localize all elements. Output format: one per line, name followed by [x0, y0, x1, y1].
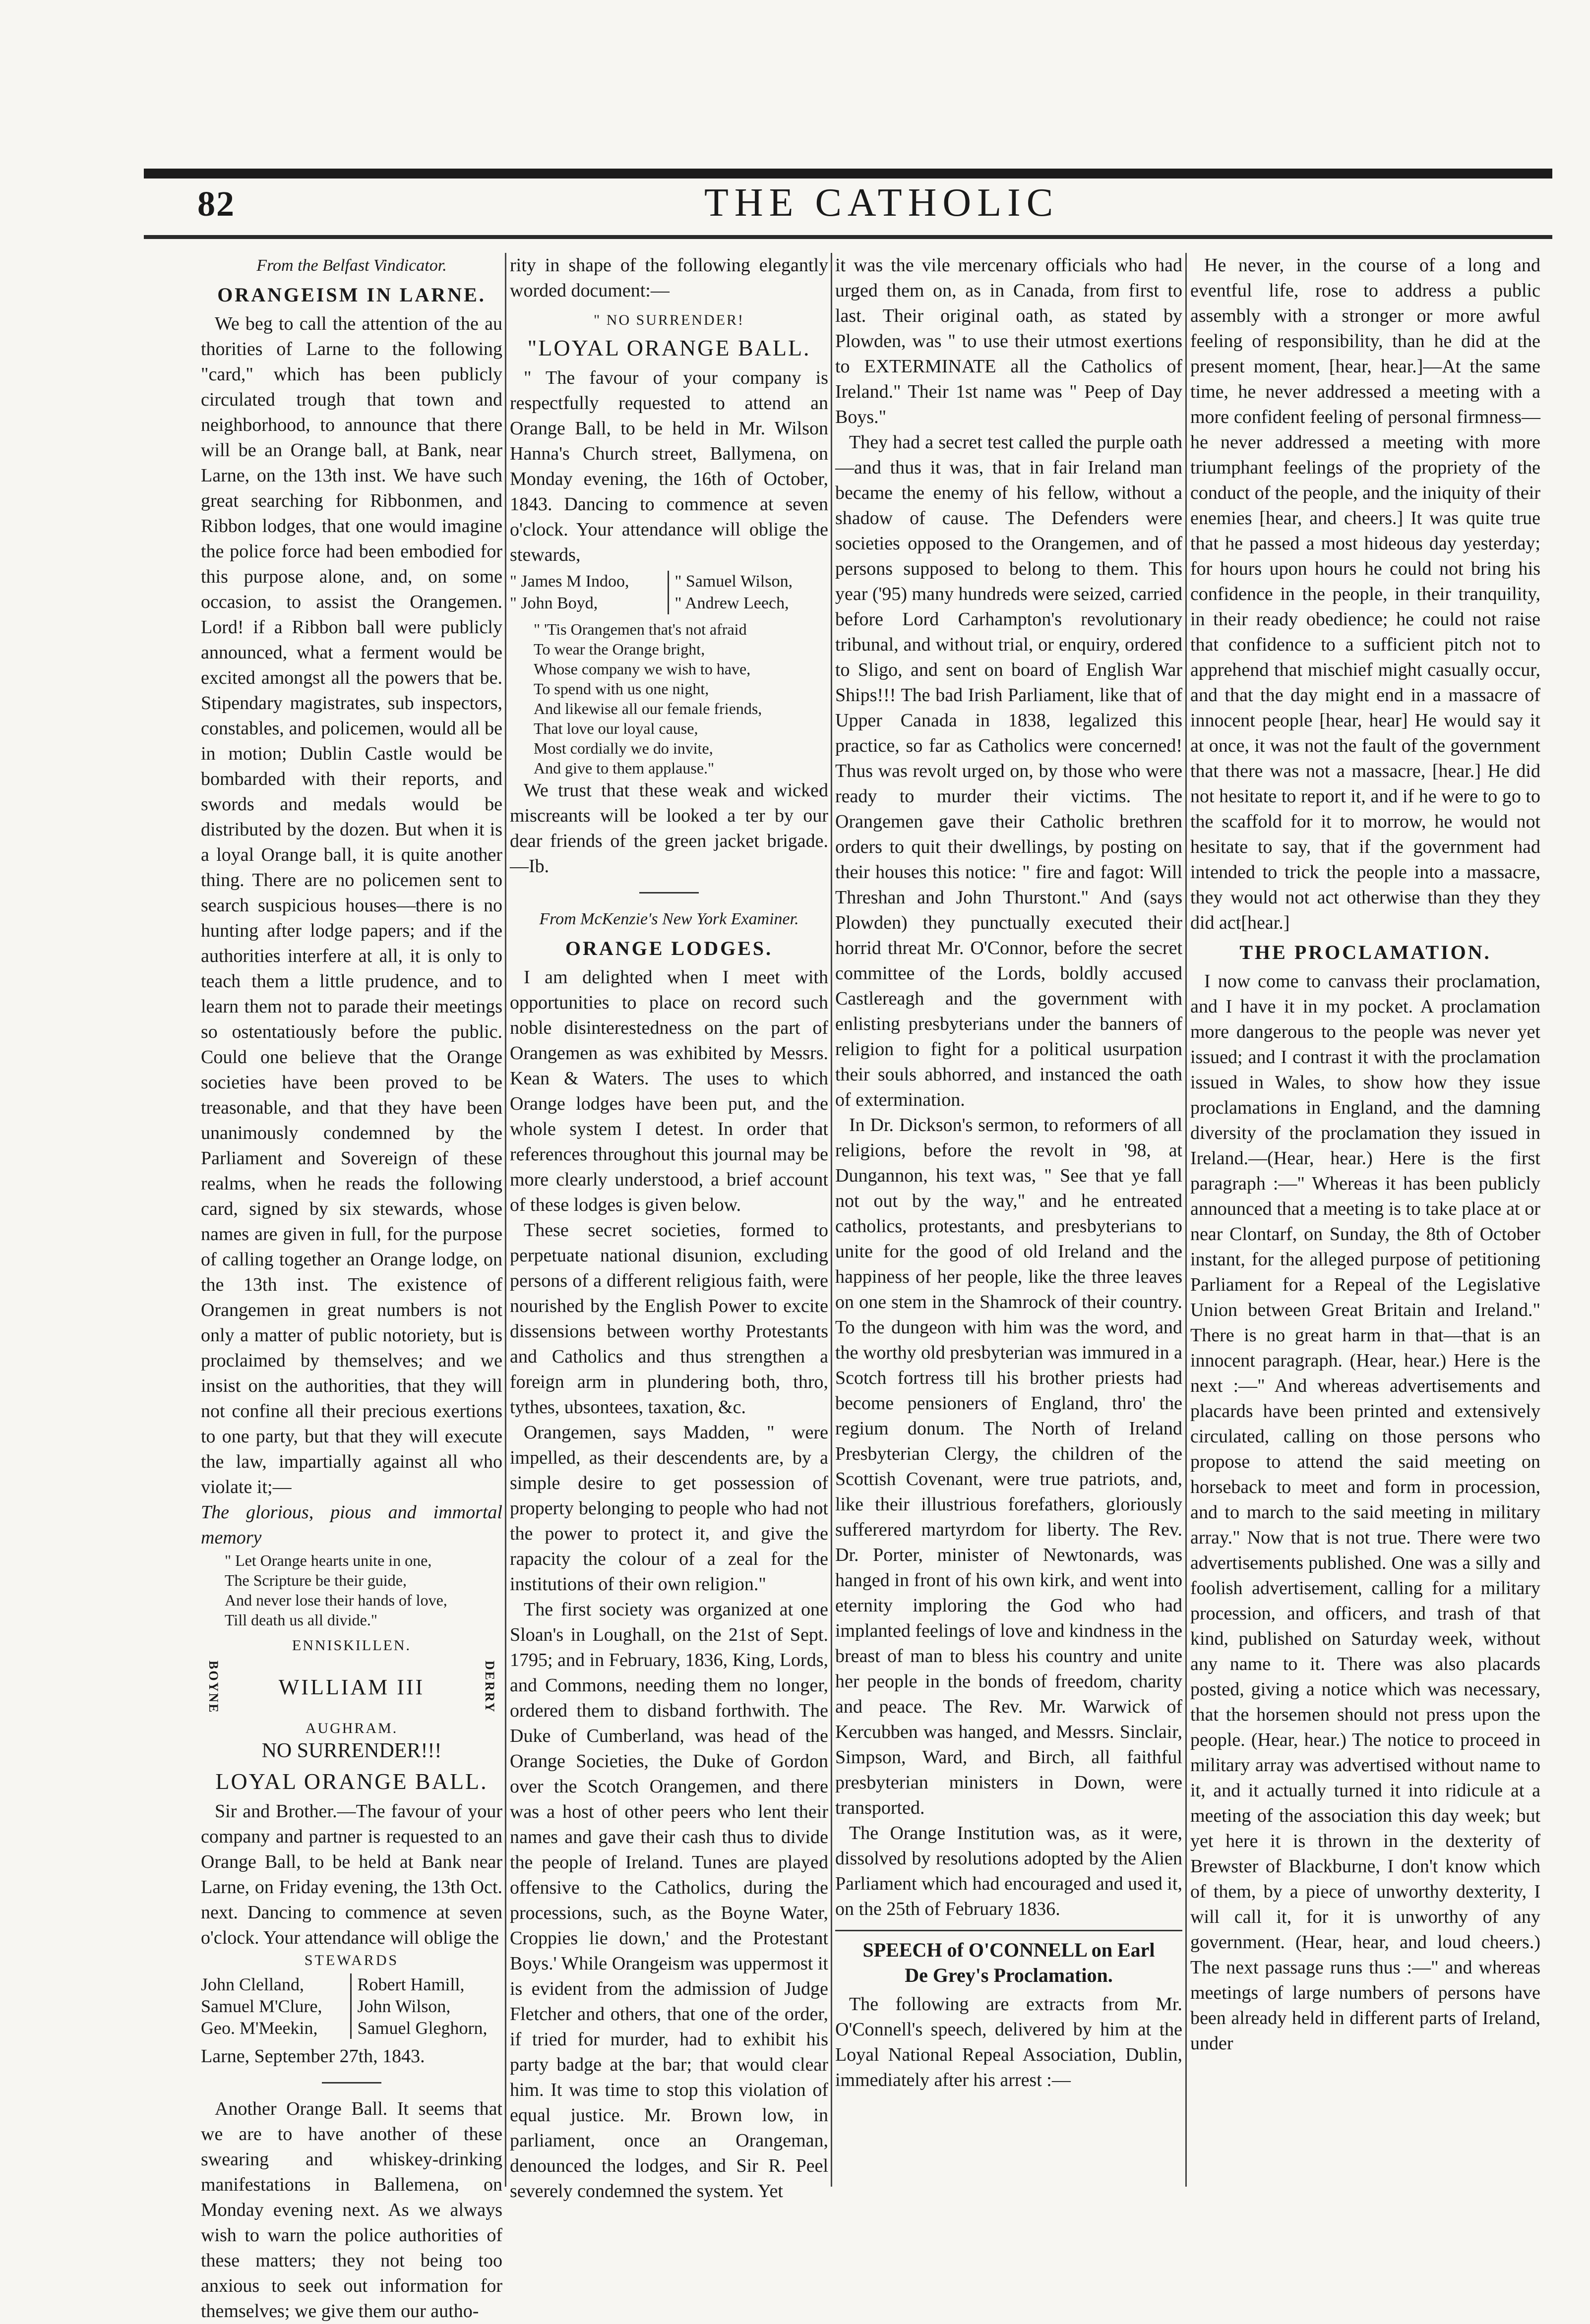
invitation-paragraph: Sir and Brother.—The favour of your company and partner is requested to an Orange Ball, to be held at Bank near Larne, on Friday evening, the 13th Oct. next. Dancing to commence at seven o'clock. Your attendance will oblige the	[201, 1801, 502, 1949]
article-paragraph: Orangemen, says Madden, " were impelled, as their descendents are, by a simple desire to get possession of property belonging to people who had not the power to protect it, and give the rapacity the colour of a zeal for the institutions of their own religion."	[510, 1422, 828, 1595]
masthead-rule-bottom	[144, 235, 1552, 239]
separator	[322, 2082, 381, 2084]
invitation-paragraph: " The favour of your company is respectfully requested to attend an Orange Ball, to be held in Mr. Wilson Hanna's Church street, Ballymena, on Monday evening, the 16th of October, 1843. Dancing to commence at seven o'clock. Your attendance will oblige the stewards,	[510, 367, 828, 565]
william-label: WILLIAM III	[278, 1675, 425, 1700]
enniskillen-label: ENNISKILLEN.	[292, 1637, 412, 1654]
verse-line: Most cordially we do invite,	[534, 739, 713, 757]
article-source: From McKenzie's New York Examiner.	[539, 910, 799, 928]
aughrim-label: AUGHRAM.	[305, 1720, 398, 1737]
steward-name: " Samuel Wilson,	[674, 572, 793, 591]
masthead-rule-top	[144, 169, 1552, 179]
steward-name: " James M Indoo,	[510, 572, 629, 591]
masthead-title: THE CATHOLIC	[704, 181, 1059, 225]
article-paragraph: rity in shape of the following elegantly worded document:—	[510, 255, 828, 301]
article-paragraph: Another Orange Ball. It seems that we are to have another of these swearing and whiskey-drinking manifestations in Ballemena, on Monday evening next. As we always wish to warn the police authorities of these matters; they not being too anxious to seek out information for themselves; we give them our autho-	[201, 2098, 502, 2322]
verse-line: " Let Orange hearts unite in one,	[225, 1551, 432, 1569]
stewards-list	[201, 1973, 502, 2039]
column-3	[835, 253, 1182, 2206]
no-surrender-line: NO SURRENDER!!!	[261, 1739, 442, 1763]
steward-name: Samuel Gleghorn,	[357, 2018, 488, 2038]
article-source: From the Belfast Vindicator.	[256, 256, 447, 275]
no-surrender-line: " NO SURRENDER!	[594, 312, 744, 328]
page-number: 82	[197, 184, 235, 224]
verse-block	[201, 1550, 502, 1630]
verse-line: And likewise all our female friends,	[534, 700, 762, 717]
verse-line: To spend with us one night,	[534, 680, 709, 698]
steward-name: " John Boyd,	[510, 594, 598, 612]
verse-line: " 'Tis Orangemen that's not afraid	[534, 620, 747, 638]
separator	[639, 892, 699, 894]
verse-line: That love our loyal cause,	[534, 719, 698, 737]
article-paragraph: We trust that these weak and wicked miscreants will be looked a ter by our dear friends of the green jacket brigade. —Ib.	[510, 780, 828, 877]
article-title: ORANGE LODGES.	[565, 937, 773, 959]
speech-subtitle: De Grey's Proclamation.	[905, 1964, 1113, 1986]
ball-title: LOYAL ORANGE BALL.	[215, 1769, 488, 1794]
steward-name: Samuel M'Clure,	[201, 1996, 322, 2017]
verse-line: And give to them applause."	[534, 759, 715, 777]
boyne-label: BOYNE	[206, 1661, 221, 1714]
steward-name: John Wilson,	[357, 1996, 451, 2017]
verse-line: To wear the Orange bright,	[534, 640, 705, 658]
article-paragraph: The first society was organized at one Sloan's in Loughall, on the 21st of Sept. 1795; and in February, 1836, King, Lords, and Commons, needing them no longer, ordered them to disband forthwith. The Duke of Cumberland, was head of the Orange Societies, the Duke of Gordon over the Scotch Orangemen, and there was a host of other peers who lent their names and gave their cash thus to divide the people of Ireland. Tunes are played offensive to the Catholics, during the processions, such, as the Boyne Water, Croppies lie down,' and the Protestant Boys.' While Orangeism was uppermost it is evident from the admission of Judge Fletcher and others, that one of the order, if tried for murder, had to exhibit his party badge at the bar; that would clear him. It was time to stop this violation of equal justice. Mr. Brown low, in parliament, once an Orangeman, denounced the lodges, and Sir R. Peel severely condemned the system. Yet	[510, 1599, 828, 2202]
derry-label: DERRY	[482, 1661, 497, 1714]
steward-name: Geo. M'Meekin,	[201, 2018, 318, 2038]
william-banner	[201, 1661, 502, 1714]
article-paragraph: He never, in the course of a long and eventful life, rose to address a public assembly with a stronger or more awful feeling of responsibility, than he did at the present moment, [hear, hear.]—At the same time, he never addressed a meeting with a more confident feeling of personal firmness—he never addressed a meeting with more triumphant feelings of the propriety of the conduct of the people, and the iniquity of their enemies [hear, and cheers.] It was quite true that he passed a most hideous day yesterday; for hours upon hours he could not bring his confidence in the people, in their tranquility, in their ready obedience; he could not raise that confidence to a sufficient pitch not to apprehend that mischief might casually occur, and that the day might end in a massacre of innocent people [hear, hear] He would say it at once, it was not the fault of the government that there was not a massacre, [hear.] He did not hesitate to report it, and if he were to go to the scaffold for it to morrow, he would not hesitate to say, that if the government had intended to trick the people into a massacre, they would not act otherwise than they they did act[hear.]	[1190, 255, 1540, 933]
column-4	[1190, 253, 1540, 2206]
column-divider-2	[831, 253, 832, 2187]
article-paragraph: They had a secret test called the purple oath—and thus it was, that in fair Ireland man became the enemy of his fellow, without a shadow of cause. The Defenders were societies opposed to the Orangemen, and of persons supposed to belong to them. This year ('95) many hundreds were seized, carried before Lord Carhampton's revolutionary tribunal, and without trial, or enquiry, ordered to Sligo, and sent on board of English War Ships!!! The bad Irish Parliament, like that of Upper Canada in 1838, legalized this practice, so far as Catholics were concerned! Thus was revolt urged on, by those who were ready to murder their victims. The Orangemen gave their Catholic brethren orders to quit their dwellings, by posting on their houses this notice: " fire and fagot: Will Threshan and John Thurstont." And (says Plowden) they punctually executed their horrid threat Mr. O'Connor, before the secret committee of the Lords, boldly accused Castlereagh and the government with enlisting presbyterians under the banners of religion to fight for a political usurpation their souls abhorred, and instanced the oath of extermination.	[835, 432, 1183, 1110]
speech-title: SPEECH of O'CONNELL on Earl	[835, 1930, 1182, 1963]
verse-line: The Scripture be their guide,	[225, 1571, 407, 1589]
steward-name: Robert Hamill,	[357, 1974, 465, 1995]
stewards-list	[510, 571, 828, 614]
dateline: Larne, September 27th, 1843.	[201, 2046, 425, 2067]
article-paragraph: These secret societies, formed to perpetuate national disunion, excluding persons of a different religious faith, were nourished by the English Power to excite dissensions between worthy Protestants and Catholics and thus strengthen a foreign arm in plundering both, thro, tythes, ubsontees, taxation, &c.	[510, 1220, 828, 1418]
article-paragraph: The following are extracts from Mr. O'Connell's speech, delivered by him at the Loyal National Repeal Association, Dublin, immediately after his arrest :—	[835, 1994, 1182, 2090]
column-divider-3	[1185, 253, 1187, 2187]
verse-line: And never lose their hands of love,	[225, 1591, 447, 1609]
steward-name: " Andrew Leech,	[674, 594, 789, 612]
column-1	[201, 253, 502, 2322]
stewards-label: STEWARDS	[304, 1952, 399, 1969]
toast-line: The glorious, pious and immortal memory	[201, 1502, 502, 1548]
column-2	[510, 253, 828, 2206]
article-paragraph: We beg to call the attention of the au thorities of Larne to the following "card," which has been publicly circulated trough that town and neighborhood, to announce that there will be an Orange ball, at Bank, near Larne, on the 13th inst. We have such great searching for Ribbonmen, and Ribbon lodges, that one would imagine the police force had been embodied for this purpose alone, and, on some occasion, to assist the Orangemen. Lord! if a Ribbon ball were publicly announced, what a ferment would be excited amongst all the powers that be. Stipendary magistrates, sub inspectors, constables, and policemen, would all be in motion; Dublin Castle would be bombarded with their reports, and swords and medals would be distributed by the dozen. But when it is a loyal Orange ball, it is quite another thing. There are no policemen sent to search suspicious houses—there is no hunting after lodge papers; and if the authorities interfere at all, it is only to teach them a little prudence, and to learn them not to parade their meetings so ostentatiously before the public. Could one believe that the Orange societies have been proved to be treasonable, and that they have been unanimously condemned by the Parliament and Sovereign of these realms, when he reads the following card, signed by six stewards, whose names are given in full, for the purpose of calling together an Orange lodge, on the 13th inst. The existence of Orangemen in great numbers is not only a matter of public notoriety, but is proclaimed by themselves; and we insist on the authorities, that they will not confine all their precious exertions to one party, but that they will execute the law, impartially against all who violate it;—	[201, 313, 502, 1497]
verse-line: Whose company we wish to have,	[534, 660, 751, 678]
ball-title: "LOYAL ORANGE BALL.	[527, 335, 811, 360]
article-paragraph: it was the vile mercenary officials who had urged them on, as in Canada, from first to last. Their original oath, as stated by Plowden, was " to use their utmost exertions to EXTERMINATE all the Catholics of Ireland." Their 1st name was " Peep of Day Boys."	[835, 255, 1182, 427]
verse-block	[510, 619, 828, 778]
article-paragraph: The Orange Institution was, as it were, dissolved by resolutions adopted by the Alien Parliament which had encouraged and used it, on the 25th of February 1836.	[835, 1823, 1182, 1919]
verse-line: Till death us all divide."	[225, 1611, 377, 1629]
article-title: ORANGEISM IN LARNE.	[217, 284, 486, 306]
column-divider-1	[505, 253, 506, 2187]
steward-name: John Clelland,	[201, 1974, 304, 1995]
section-title: THE PROCLAMATION.	[1239, 941, 1491, 963]
article-paragraph: I am delighted when I meet with opportunities to place on record such noble disinterestedness on the part of Orangemen as was exhibited by Messrs. Kean & Waters. The uses to which Orange lodges have been put, and the whole system I detest. In order that references throughout this journal may be more clearly understood, a brief account of these lodges is given below.	[510, 967, 828, 1215]
article-paragraph: In Dr. Dickson's sermon, to reformers of all religions, before the revolt in '98, at Dungannon, his text was, " See that ye fall not out by the way," and he entreated catholics, protestants, and presbyterians to unite for the good of old Ireland and the happiness of her people, like the three leaves on one stem in the Shamrock of their country. To the dungeon with him was the word, and the worthy old presbyterian was immured in a Scotch fortress till his brother priests had become pensioners of England, thro' the regium donum. The North of Ireland Presbyterian Clergy, the children of the Scottish Covenant, were true patriots, and, like their illustrious forefathers, gloriously sufferered martyrdom for liberty. The Rev. Dr. Porter, minister of Newtonards, was hanged in front of his own kirk, and went into eternity imploring the God who had implanted feelings of love and kindness in the breast of man to bless his country and unite her people in the bonds of freedom, charity and peace. The Rev. Mr. Warwick of Kercubben was hanged, and Messrs. Sinclair, Simpson, Ward, and Birch, all faithful presbyterian ministers in Down, were transported.	[835, 1115, 1182, 1818]
article-paragraph: I now come to canvass their proclamation, and I have it in my pocket. A proclamation more dangerous to the people was never yet issued; and I contrast it with the proclamation issued in Wales, to show how they issue proclamations in England, and the damning diversity of the proclamation they issued in Ireland.—(Hear, hear.) Here is the first paragraph :—" Whereas it has been publicly announced that a meeting is to take place at or near Clontarf, on Sunday, the 8th of October instant, for the alleged purpose of petitioning Parliament for a Repeal of the Legislative Union between Great Britain and Ireland." There is no great harm in that—that is an innocent paragraph. (Hear, hear.) Here is the next :—" And whereas advertisements and placards have been printed and extensively circulated, calling on those persons who propose to attend the said meeting on horseback to meet and form in procession, and to march to the said meeting in military array." Now that is not true. There were two advertisements published. One was a silly and foolish advertisement, calling for a military procession, and officers, and trash of that kind, published on Saturday week, without any name to it. There was also placards posted, giving a notice which was necessary, that the horsemen should not press upon the people. (Hear, hear.) The notice to proceed in military array was advertised without name to it, and it actually turned it into ridicule at a meeting of the association this day week; but yet here it is thrown in the dexterity of Brewster of Blackburne, I don't know which of them, by a piece of unworthy dexterity, I will call it, for it is unworthy of any government. (Hear, hear, and loud cheers.) The next passage runs thus :—" and whereas meetings of large numbers of persons have been already held in different parts of Ireland, under	[1190, 971, 1540, 2054]
